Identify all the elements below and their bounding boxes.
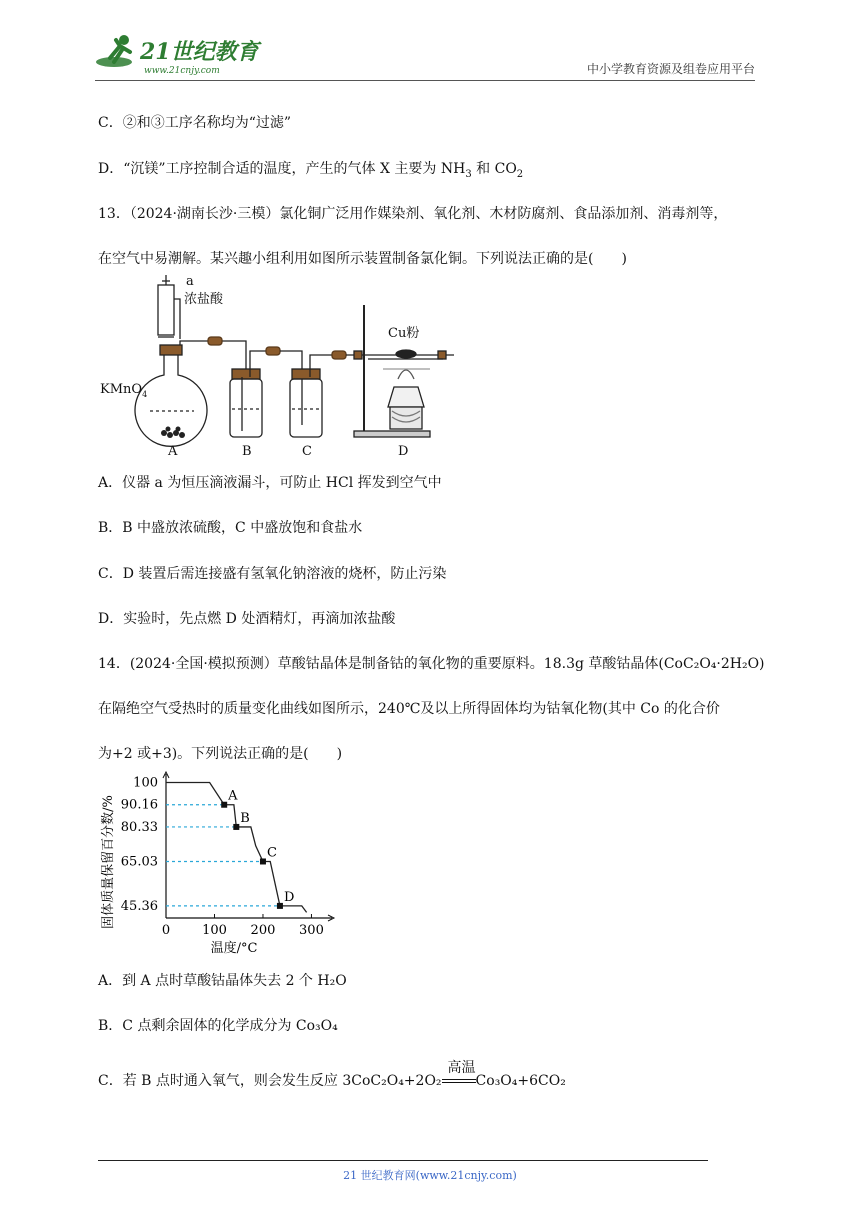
q12-option-d [98, 158, 523, 180]
point-label-C: C [266, 845, 277, 861]
q14-option-c [98, 1060, 566, 1090]
label-kmno4-text: KMnO [100, 382, 143, 397]
point-A [221, 802, 227, 808]
label-D: D [398, 444, 409, 459]
header-platform-text: 中小学教育资源及组卷应用平台 [586, 62, 755, 76]
mass-loss-chart [98, 770, 338, 960]
pressure-tube [174, 299, 180, 339]
x-tick-label: 300 [299, 923, 324, 938]
point-B [233, 824, 239, 830]
q13-option-d: D．实验时，先点燃 D 处酒精灯，再滴加浓盐酸 [98, 611, 396, 627]
label-kmno4 [100, 382, 147, 399]
label-cu: Cu粉 [388, 326, 420, 341]
y-tick-label: 100 [133, 775, 158, 791]
y-tick-label: 90.16 [120, 797, 158, 813]
runner-logo-icon [92, 32, 262, 78]
q14-option-a: A．到 A 点时草酸钴晶体失去 2 个 H₂O [98, 973, 347, 989]
footer-text: 21 世纪教育网(www.21cnjy.com) [343, 1169, 517, 1182]
dropping-funnel [158, 285, 174, 335]
q14-option-c-post: Co₃O₄+6CO₂ [475, 1073, 566, 1089]
reaction-condition [442, 1060, 476, 1089]
bottle-c [290, 379, 322, 437]
condition-high-temp: 高温 [447, 1060, 476, 1076]
label-C: C [302, 444, 312, 459]
q13-stem-line2: 在空气中易潮解。某兴趣小组利用如图所示装置制备氯化铜。下列说法正确的是( ) [98, 251, 627, 267]
kmno4-solid [161, 427, 185, 439]
logo-text: 21世纪教育 [140, 39, 259, 65]
q12-option-d-text: D．“沉镁”工序控制合适的温度，产生的气体 X 主要为 NH [98, 161, 466, 177]
header-divider [95, 80, 755, 81]
q14-stem-line2: 在隔绝空气受热时的质量变化曲线如图所示，240℃及以上所得固体均为钴氧化物(其中 Co 的化合价 [98, 701, 720, 717]
q12-option-d-sub1: 3 [465, 168, 472, 180]
point-D [277, 903, 283, 909]
footer-divider [98, 1160, 708, 1161]
y-tick-label: 80.33 [120, 819, 158, 835]
q13-option-b: B．B 中盛放浓硫酸，C 中盛放饱和食盐水 [98, 520, 363, 536]
label-B: B [242, 444, 252, 459]
point-label-B: B [240, 810, 250, 826]
q12-option-c: C．②和③工序名称均为“过滤” [98, 115, 292, 131]
label-A: A [168, 444, 178, 459]
bottle-b [230, 379, 262, 437]
q14-stem-line1: 14．(2024·全国·模拟预测）草酸钴晶体是制备钴的氧化物的重要原料。18.3g 草酸钴晶体(CoC₂O₄·2H₂O) [98, 656, 765, 672]
apparatus-figure [98, 275, 468, 460]
alcohol-lamp [388, 387, 424, 407]
logo-url: www.21cnjy.com [144, 66, 220, 76]
point-label-D: D [283, 889, 295, 905]
point-label-A: A [228, 788, 238, 804]
logo [92, 32, 262, 78]
label-a: a [186, 275, 194, 289]
equals-sign [442, 1079, 476, 1083]
x-tick-label: 100 [202, 923, 227, 938]
q14-option-c-pre: C．若 B 点时通入氧气，则会发生反应 3CoC₂O₄+2O₂ [98, 1073, 442, 1089]
label-kmno4-sub: 4 [142, 390, 148, 399]
q12-option-d-mid: 和 CO [471, 161, 517, 177]
q13-stem-line1: 13．（2024·湖南长沙·三模）氯化铜广泛用作媒染剂、氧化剂、木材防腐剂、食品添加剂、消毒剂等， [98, 206, 728, 222]
q12-option-d-sub2: 2 [516, 168, 524, 180]
x-tick-label: 200 [250, 923, 276, 938]
q13-option-a: A．仪器 a 为恒压滴液漏斗，可防止 HCl 挥发到空气中 [98, 475, 442, 491]
chart-ylabel: 固体质量保留百分数/% [101, 795, 116, 929]
y-tick-label: 45.36 [120, 898, 158, 914]
cu-powder [396, 350, 416, 358]
chart-xlabel: 温度/°C [210, 941, 258, 956]
x-tick-label: 0 [161, 923, 171, 938]
y-tick-label: 65.03 [120, 854, 158, 870]
q14-stem-line3: 为+2 或+3)。下列说法正确的是( ) [98, 746, 343, 762]
q14-option-b: B．C 点剩余固体的化学成分为 Co₃O₄ [98, 1018, 338, 1034]
label-hcl: 浓盐酸 [184, 292, 224, 307]
q13-option-c: C．D 装置后需连接盛有氢氧化钠溶液的烧杯，防止污染 [98, 566, 447, 582]
point-C [260, 858, 266, 864]
